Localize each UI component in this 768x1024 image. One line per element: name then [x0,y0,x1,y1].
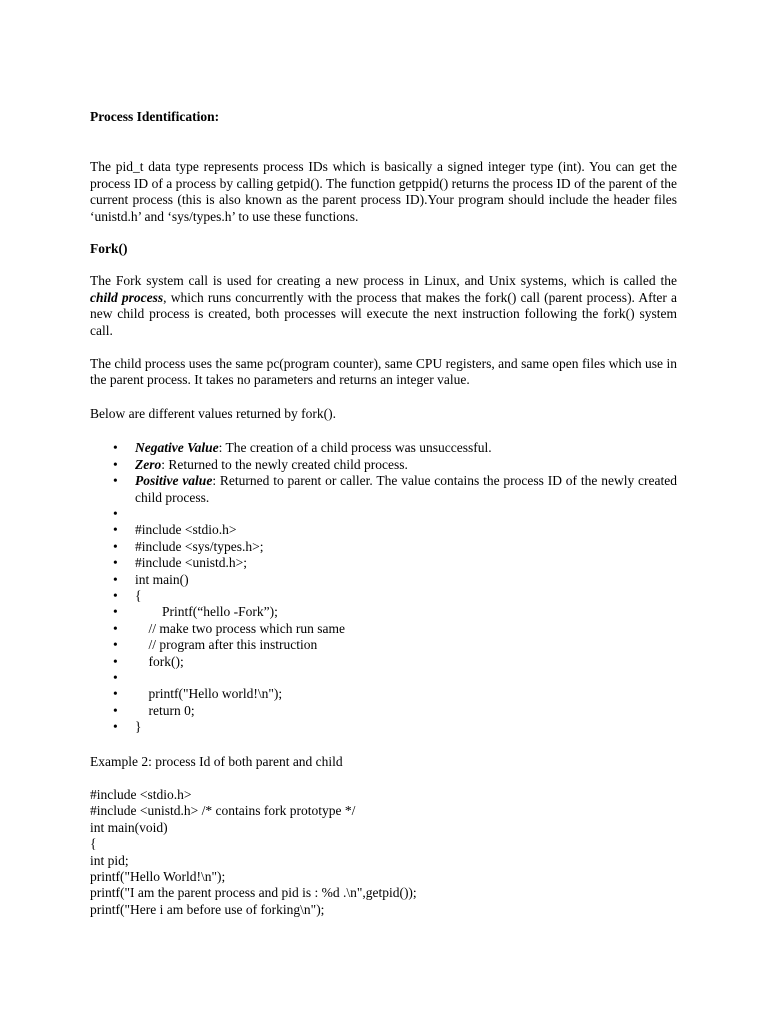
bullet-icon: • [113,505,118,521]
list-item [90,473,677,506]
bullet-icon: • [113,669,118,685]
spacer [90,736,677,754]
code-list-item [90,588,677,604]
list-item [90,440,677,456]
return-value-term: Negative Value [135,440,219,456]
bullet-icon: • [113,440,118,456]
return-values-intro: Below are different values returned by fork(). [90,405,337,421]
bullet-icon: • [113,702,118,718]
code-line: int pid; [90,852,129,868]
code-bullet-list [90,506,677,736]
process-identification-heading: Process Identification: [90,109,220,124]
code-line: fork(); [135,653,184,669]
code-list-item [90,686,677,702]
code-list-item [90,703,677,719]
code-line: #include <sys/types.h>; [135,538,264,554]
return-value-text: : The creation of a child process was unsuccessful. [218,440,492,456]
bullet-icon: • [113,587,118,603]
code-line: #include <stdio.h> [135,522,237,538]
bullet-icon: • [113,571,118,587]
bullet-icon: • [113,637,118,653]
code-line: int main(void) [90,819,168,835]
fork-paragraph-after: , which runs concurrently with the process that makes the fork() call (parent process). After a new child process is created, both processes will execute the next instruction following the fork() system call. [90,289,677,338]
code-line: // program after this instruction [135,637,318,653]
code-line: Printf(“hello -Fork”); [135,604,278,620]
code-line: printf("Here i am before use of forking\n"); [90,901,325,917]
pid-paragraph: The pid_t data type represents process IDs which is basically a signed integer type (int). You can get the process ID of a process by calling getpid(). The function getppid() returns the process ID of the parent of the current process (this is also known as the parent process ID).Your program should include the header files ‘unistd.h’ and ‘sys/types.h’ to use these functions. [90,159,677,224]
code-line: #include <unistd.h>; [135,555,247,571]
bullet-icon: • [113,653,118,669]
fork-paragraph-before: The Fork system call is used for creating a new process in Linux, and Unix systems, which is called the [90,273,677,289]
code-list-item [90,522,677,538]
bullet-icon: • [113,719,118,735]
document-page [90,109,677,918]
fork-paragraph [90,273,677,339]
code-list-item [90,555,677,571]
code-list-item [90,621,677,637]
bullet-icon: • [113,522,118,538]
return-values-list [90,440,677,506]
code-line: printf("Hello World!\n"); [90,869,226,884]
bullet-icon: • [113,473,118,489]
return-value-term: Positive value [135,473,213,489]
bullet-icon: • [113,456,118,472]
fork-heading: Fork() [90,241,128,257]
bullet-icon: • [113,604,118,620]
code-line: { [135,587,142,603]
bullet-icon: • [113,555,118,571]
code-list-item [90,654,677,670]
spacer [90,339,677,356]
spacer [90,257,677,273]
code-list-item [90,572,677,588]
return-value-text: : Returned to parent or caller. The value contains the process ID of the newly created child process. [135,473,677,505]
code-list-item [90,719,677,735]
list-item [90,457,677,473]
code-line: { [90,836,97,852]
child-process-emphasis: child process [90,289,164,305]
code-line: // make two process which run same [135,620,345,636]
code-list-item [90,539,677,555]
code-line: #include <stdio.h> [90,786,192,802]
bullet-icon: • [113,620,118,636]
code-line: return 0; [135,702,195,718]
spacer [90,422,677,440]
spacer [90,389,677,406]
child-process-paragraph: The child process uses the same pc(program counter), same CPU registers, and same open files which use in the parent process. It takes no parameters and returns an integer value. [90,356,677,388]
code-line: printf("Hello world!\n"); [135,686,283,702]
code-list-item [90,637,677,653]
bullet-icon: • [113,538,118,554]
example2-code-block [90,787,677,918]
return-value-term: Zero [135,456,162,472]
spacer [90,770,677,787]
spacer [90,125,677,159]
return-value-text: : Returned to the newly created child process. [161,456,408,472]
code-list-item [90,604,677,620]
example2-heading: Example 2: process Id of both parent and child [90,753,343,769]
code-line: } [135,719,142,735]
code-line: int main() [135,571,189,587]
bullet-icon: • [113,686,118,702]
code-list-item [90,506,677,522]
code-line: printf("I am the parent process and pid is : %d .\n",getpid()); [90,885,417,901]
code-line: #include <unistd.h> /* contains fork prototype */ [90,803,356,819]
code-list-item [90,670,677,686]
spacer [90,225,677,241]
